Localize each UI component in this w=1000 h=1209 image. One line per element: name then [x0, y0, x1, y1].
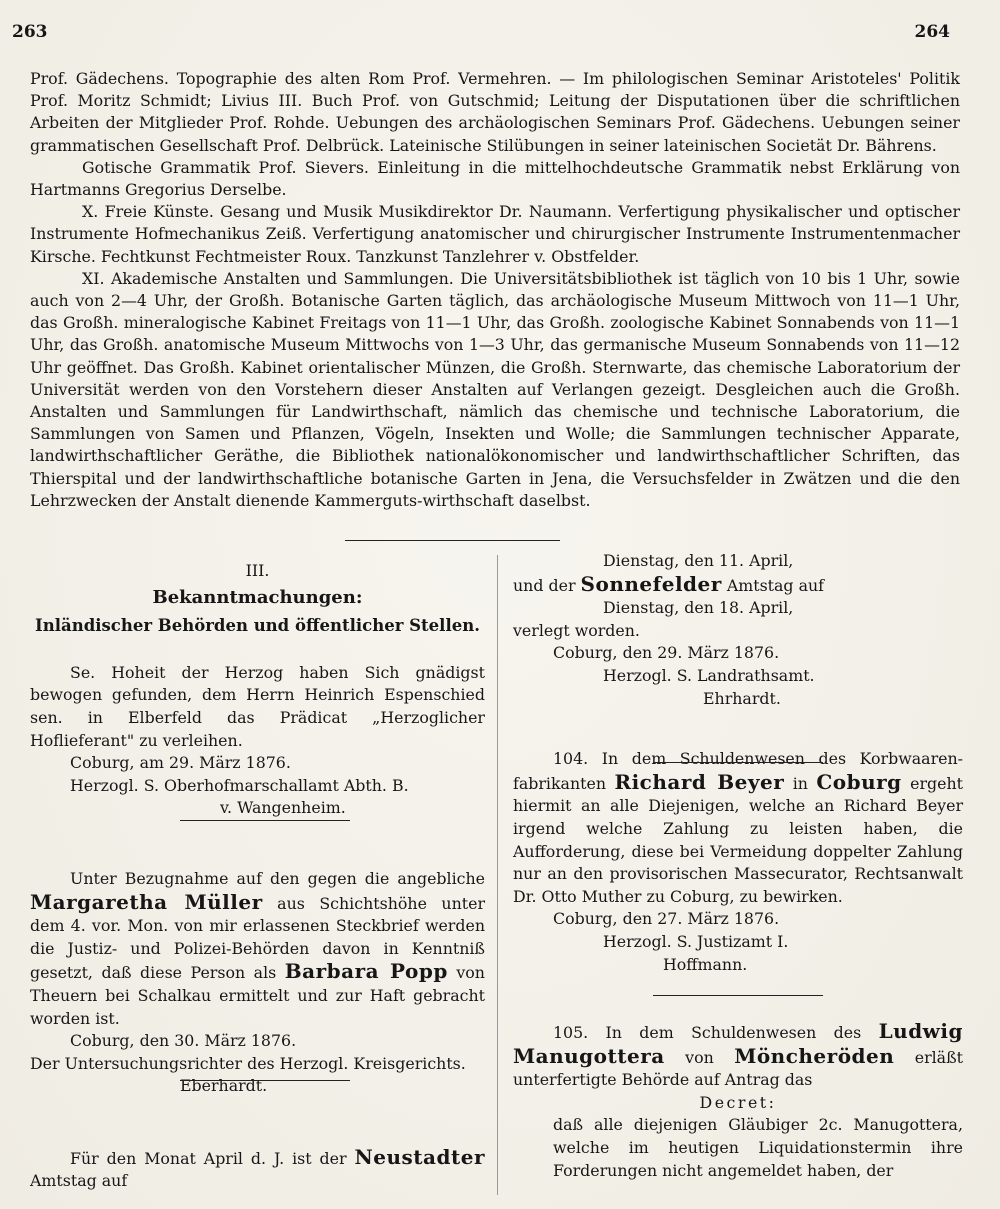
place-sonnefelder: Sonnefelder — [580, 571, 722, 596]
notice-divider — [180, 820, 350, 821]
notice-signature: Hoffmann. — [663, 954, 748, 974]
notice-divider — [653, 762, 823, 763]
notice-office: Der Untersuchungsrichter des Herzogl. Kreisgerichts. — [30, 1053, 466, 1073]
notice-text-c: von Theuern bei Schalkau ermittelt und zur Haft gebracht worden ist. — [30, 963, 485, 1028]
left-column — [30, 560, 485, 1193]
notice-date: Coburg, den 30. März 1876. — [70, 1031, 297, 1051]
text-line — [513, 573, 963, 598]
lecture-listing — [30, 68, 960, 512]
notice-text: Se. Hoheit der Herzog haben Sich gnädigst bewogen gefunden, dem Herrn Heinrich Espenschied sen. in Elberfeld das Prädicat „Herzoglicher Hoflieferant" zu verleihen. — [30, 662, 485, 750]
person-name-manugottera: Ludwig Manugottera — [513, 1019, 963, 1068]
place-neustadter: Neustadter — [354, 1144, 485, 1169]
notice-hoflieferant — [30, 662, 485, 820]
notice-text — [513, 748, 963, 908]
section-divider — [345, 540, 560, 541]
paragraph-institutions: XI. Akademische Anstalten und Sammlungen. Die Universitätsbibliothek ist täglich von 10 bis 1 Uhr, sowie auch von 2—4 Uhr, der Großh. Botanische Garten täglich, das archäologische Museum Mittwoch von 11—1 Uhr, das Großh. mineralogische Kabinet Freitags von 11—1 Uhr, das Großh. zoologische Kabinet Sonnabends von 11—1 Uhr, das Großh. anatomische Museum Mittwochs von 1—3 Uhr, das germanische Museum Sonnabends von 11—12 Uhr geöffnet. Das Großh. Kabinet orientalischer Münzen, die Großh. Sternwarte, das chemische Laboratorium der Universität werden von den Vorstehern dieser Anstalten auf Verlangen gezeigt. Desgleichen auch die Großh. Anstalten und Sammlungen für Landwirthschaft, nämlich das chemische und technische Laboratorium, die Sammlungen von Samen und Pflanzen, Vögeln, Insekten und Wolle; die Sammlungen technischer Apparate, landwirthschaftlicher Geräthe, die Bibliothek nationalökonomischer und landwirthschaftlicher Schriften, das Thierspital und der landwirthschaftliche botanische Garten in Jena, die Versuchsfelder in Zwätzen und die den Lehrzwecken der Anstalt dienende Kammerguts-wirthschaft daselbst. — [30, 268, 960, 510]
text-fragment: 104. In dem Schuldenwesen des Korbwaaren-fabrikanten — [513, 749, 963, 793]
person-name-popp: Barbara Popp — [284, 959, 448, 984]
paragraph-philology: Prof. Gädechens. Topographie des alten Rom Prof. Vermehren. — Im philologischen Seminar Aristoteles' Politik Prof. Moritz Schmidt; Livius III. Buch Prof. von Gutschmid; Leitung der Disputationen über die schriftlichen Arbeiten der Mitglieder Prof. Rohde. Uebungen des archäologischen Seminars Prof. Gädechens. Uebungen seiner grammatischen Gesellschaft Prof. Delbrück. Lateinische Stilübungen in seiner lateinischen Societät Dr. Bährens. — [30, 69, 960, 155]
page-number-left: 263 — [12, 22, 48, 42]
notice-104 — [513, 748, 963, 976]
text-fragment: in — [792, 773, 808, 793]
notice-text — [513, 1020, 963, 1092]
text-fragment: von — [685, 1047, 714, 1067]
notice-text-b: Amtstag auf — [30, 1171, 128, 1191]
notice-signature: Ehrhardt. — [703, 688, 781, 708]
notice-text-b: aus Schichtshöhe unter dem 4. vor. Mon. von mir erlassenen Steckbrief werden die Justiz- und Polizei-Behörden davon in Kenntniß gesetzt, daß diese Person als — [30, 893, 486, 983]
text-line: verlegt worden. — [513, 620, 640, 640]
person-name-mueller: Margaretha Müller — [30, 889, 263, 914]
notice-steckbrief — [30, 868, 485, 1098]
text-fragment: und der — [513, 575, 576, 595]
notice-office: Herzogl. S. Oberhofmarschallamt Abth. B. — [70, 775, 409, 795]
notice-signature: v. Wangenheim. — [220, 798, 346, 818]
section-number: III. — [245, 561, 270, 580]
notice-amtstag — [30, 1146, 485, 1193]
notice-office: Herzogl. S. Landrathsamt. — [603, 665, 815, 685]
page-number-right: 264 — [914, 22, 950, 42]
notice-text-a: Für den Monat April d. J. ist der — [70, 1148, 347, 1168]
date-line: Dienstag, den 18. April, — [603, 598, 794, 618]
paragraph-gothic: Gotische Grammatik Prof. Sievers. Einleitung in die mittelhochdeutsche Grammatik nebst Erklärung von Hartmanns Gregorius Derselbe. — [30, 157, 960, 200]
column-divider — [497, 555, 498, 1195]
text-fragment: 105. In dem Schuldenwesen des — [553, 1023, 862, 1043]
notice-office: Herzogl. S. Justizamt I. — [603, 931, 789, 951]
section-subheading: Inländischer Behörden und öffentlicher Stellen. — [35, 616, 480, 636]
text-fragment: Amtstag auf — [726, 575, 825, 595]
place-moencheroeden: Möncheröden — [734, 1043, 895, 1068]
notice-text — [30, 868, 485, 1030]
text-fragment: erläßt unterfertigte Behörde auf Antrag das — [513, 1047, 963, 1090]
text-fragment: ergeht hiermit an alle Diejenigen, welche an Richard Beyer irgend welche Zahlung zu leisten haben, die Aufforderung, diese bei Vermeidung doppelter Zahlung nur an den provisorischen Massecurator, Rechtsanwalt Dr. Otto Muther zu Coburg, zu bewirken. — [513, 773, 963, 906]
notice-date: Coburg, den 27. März 1876. — [553, 909, 780, 929]
notice-105 — [513, 1020, 963, 1182]
person-name-beyer: Richard Beyer — [614, 769, 785, 794]
date-line: Dienstag, den 11. April, — [603, 551, 794, 570]
notice-text — [30, 1146, 485, 1193]
decret-text: daß alle diejenigen Gläubiger 2c. Manugottera, welche im heutigen Liquidationstermin ihre Forderungen nicht angemeldet haben, der — [553, 1115, 963, 1180]
notice-date: Coburg, am 29. März 1876. — [70, 753, 291, 773]
notice-amtstag-continued — [513, 550, 963, 710]
notice-divider — [180, 1080, 350, 1081]
notice-text-a: Unter Bezugnahme auf den gegen die angebliche — [70, 868, 485, 888]
notice-divider — [653, 995, 823, 996]
place-coburg: Coburg — [816, 769, 902, 794]
decret-heading: Decret: — [699, 1092, 777, 1112]
notice-date: Coburg, den 29. März 1876. — [553, 643, 780, 663]
section-heading: Bekanntmachungen: — [152, 586, 363, 608]
right-column — [513, 550, 963, 1182]
notice-signature: Eberhardt. — [180, 1076, 268, 1096]
paragraph-free-arts: X. Freie Künste. Gesang und Musik Musikdirektor Dr. Naumann. Verfertigung physikalischer und optischer Instrumente Hofmechanikus Zeiß. Verfertigung anatomischer und chirurgischer Instrumente Instrumentenmacher Kirsche. Fechtkunst Fechtmeister Roux. Tanzkunst Tanzlehrer v. Obstfelder. — [30, 202, 960, 266]
